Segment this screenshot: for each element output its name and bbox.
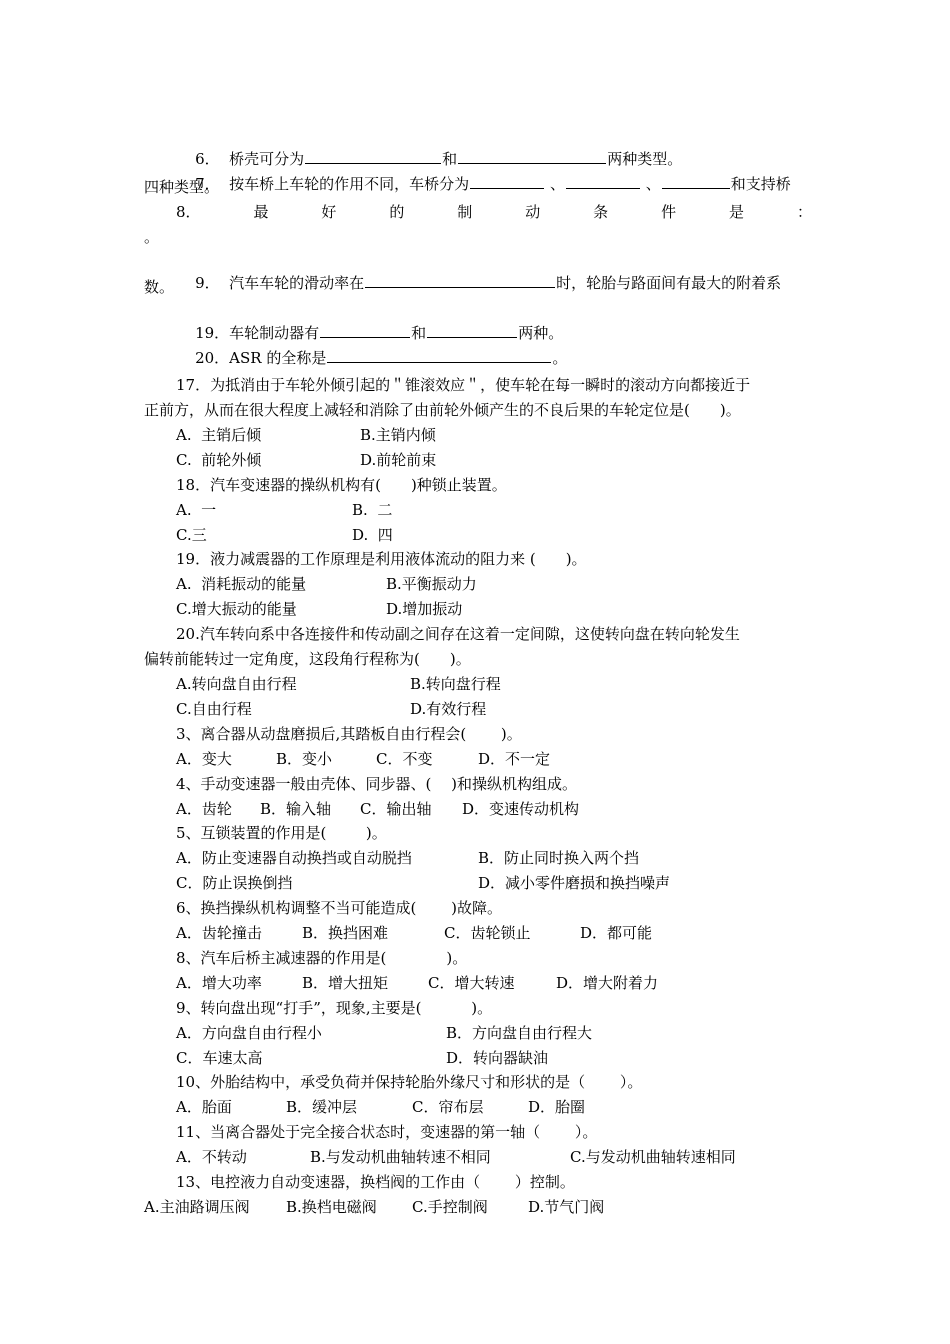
question-11: 11、当离合器处于完全接合状态时，变速器的第一轴（ ）。 <box>176 1123 598 1141</box>
blank <box>470 173 544 189</box>
option-row: C．帘布层 <box>412 1098 484 1116</box>
blank <box>662 173 730 189</box>
option-row: D.前轮前束 <box>360 451 437 469</box>
question-8: 8、汽车后桥主减速器的作用是( )。 <box>176 949 468 967</box>
option-row: D．变速传动机构 <box>462 800 580 818</box>
option-row: C.增大振动的能量 <box>176 600 297 618</box>
option-row: C.手控制阀 <box>412 1198 488 1216</box>
question-5: 5、互锁装置的作用是( )。 <box>176 824 387 842</box>
option-row: C．不变 <box>376 750 433 768</box>
question-19-fill: 19．车轮制动器有 和 两种。 <box>195 324 564 342</box>
question-6: 6． 桥壳可分为 和 两种类型。 <box>195 150 683 168</box>
option-row: A．防止变速器自动换挡或自动脱挡 <box>176 849 412 867</box>
option-row: B．换挡困难 <box>302 924 389 942</box>
option-row: A．齿轮 <box>176 800 232 818</box>
option-row: A．齿轮撞击 <box>176 924 262 942</box>
question-18: 18．汽车变速器的操纵机构有( )种锁止装置。 <box>176 476 507 494</box>
question-9: 9． 汽车车轮的滑动率在 时，轮胎与路面间有最大的附着系 <box>195 274 782 292</box>
option-row: C．防止误换倒挡 <box>176 874 293 892</box>
option-row: C.三 <box>176 526 207 544</box>
blank <box>365 272 555 288</box>
option-row: D. 四 <box>352 526 393 544</box>
option-row: B．缓冲层 <box>286 1098 358 1116</box>
question-17-cont: 正前方，从而在很大程度上减轻和消除了由前轮外倾产生的不良后果的车轮定位是( )。 <box>144 401 741 419</box>
question-20-cont: 偏转前能转过一定角度，这段角行程称为( )。 <box>144 650 471 668</box>
option-row: B．增大扭矩 <box>302 974 389 992</box>
option-row: B.转向盘行程 <box>410 675 501 693</box>
option-row: B.主销内倾 <box>360 426 436 444</box>
option-row: C．增大转速 <box>428 974 515 992</box>
question-4: 4、手动变速器一般由壳体、同步器、( )和操纵机构组成。 <box>176 775 578 793</box>
question-20: 20.汽车转向系中各连接件和传动副之间存在这着一定间隙，这使转向盘在转向轮发生 <box>176 625 740 643</box>
blank <box>566 173 640 189</box>
option-row: C.自由行程 <box>176 700 252 718</box>
question-6: 6、换挡操纵机构调整不当可能造成( )故障。 <box>176 899 503 917</box>
option-row: D．增大附着力 <box>556 974 659 992</box>
option-row: D．转向器缺油 <box>446 1049 549 1067</box>
option-row: D.增加振动 <box>386 600 463 618</box>
option-row: D．都可能 <box>580 924 653 942</box>
question-9-cont: 数。 <box>144 278 175 296</box>
question-3: 3、离合器从动盘磨损后,其踏板自由行程会( )。 <box>176 725 522 743</box>
option-row: D.节气门阀 <box>528 1198 605 1216</box>
option-row: B．输入轴 <box>260 800 332 818</box>
option-row: A. 一 <box>176 501 217 519</box>
option-row: B.与发动机曲轴转速不相同 <box>310 1148 491 1166</box>
question-19: 19．液力减震器的工作原理是利用液体流动的阻力来 ( )。 <box>176 550 587 568</box>
option-row: C.与发动机曲轴转速相同 <box>570 1148 736 1166</box>
option-row: A. 主销后倾 <box>176 426 262 444</box>
option-row: A．胎面 <box>176 1098 232 1116</box>
option-row: A.转向盘自由行程 <box>176 675 297 693</box>
option-row: A. 消耗振动的能量 <box>176 575 307 593</box>
question-8: 8． 最 好 的 制 动 条 件 是 ： <box>176 203 812 221</box>
option-row: D．减小零件磨损和换挡噪声 <box>478 874 671 892</box>
option-row: A．增大功率 <box>176 974 262 992</box>
question-20-fill: 20．ASR 的全称是 。 <box>195 349 568 367</box>
question-7-cont: 四种类型。 <box>144 178 220 196</box>
option-row: A.主油路调压阀 <box>144 1198 250 1216</box>
option-row: A．不转动 <box>176 1148 247 1166</box>
question-10: 10、外胎结构中，承受负荷并保持轮胎外缘尺寸和形状的是（ ）。 <box>176 1073 643 1091</box>
option-row: B. 二 <box>352 501 393 519</box>
question-7: 7． 按车桥上车轮的作用不同，车桥分为 、 、 和支持桥 <box>195 175 791 193</box>
option-row: B．方向盘自由行程大 <box>446 1024 593 1042</box>
question-13: 13、电控液力自动变速器，换档阀的工作由（ ）控制。 <box>176 1173 575 1191</box>
option-row: C. 前轮外倾 <box>176 451 262 469</box>
option-row: C．输出轴 <box>360 800 432 818</box>
question-17: 17．为抵消由于车轮外倾引起的＂锥滚效应＂，使车轮在每一瞬时的滚动方向都接近于 <box>176 376 751 394</box>
option-row: B.换档电磁阀 <box>286 1198 377 1216</box>
option-row: A．变大 <box>176 750 232 768</box>
blank <box>327 347 551 363</box>
option-row: B．变小 <box>276 750 333 768</box>
option-row: D．胎圈 <box>528 1098 586 1116</box>
question-9: 9、转向盘出现“打手”，现象,主要是( )。 <box>176 999 493 1017</box>
option-row: B.平衡振动力 <box>386 575 477 593</box>
option-row: A．方向盘自由行程小 <box>176 1024 322 1042</box>
option-row: C．车速太高 <box>176 1049 263 1067</box>
option-row: C．齿轮锁止 <box>444 924 531 942</box>
option-row: D．不一定 <box>478 750 551 768</box>
question-8-cont: 。 <box>144 228 160 246</box>
option-row: B．防止同时换入两个挡 <box>478 849 640 867</box>
option-row: D.有效行程 <box>410 700 487 718</box>
